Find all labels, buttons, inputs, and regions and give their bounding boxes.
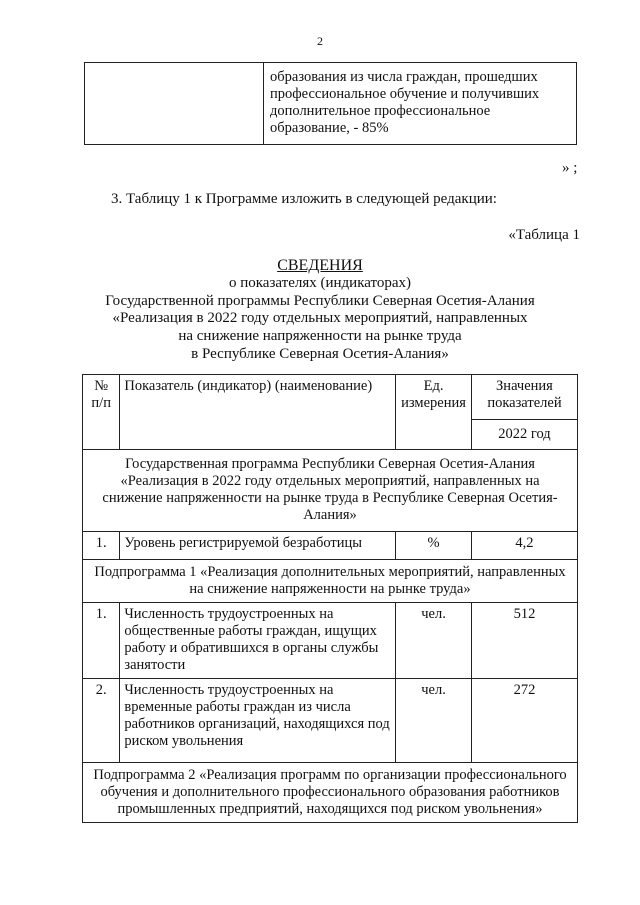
document-heading	[100, 257, 540, 364]
heading-line: в Республике Северная Осетия-Алания»	[191, 345, 449, 362]
heading-line: на снижение напряженности на рынке труда	[178, 328, 462, 345]
heading-title: СВЕДЕНИЯ	[277, 257, 363, 274]
row-value: 512	[471, 603, 577, 679]
header-num: № п/п	[83, 375, 120, 450]
row-value: 272	[471, 679, 577, 763]
closing-quote: » ;	[562, 160, 578, 176]
continuation-text: образования из числа граждан, прошедших профессиональное обучение и получивших дополнительное профессиональное образование, - 85%	[264, 63, 577, 145]
row-num: 1.	[83, 603, 120, 679]
heading-line: Государственной программы Республики Северная Осетия-Алания	[105, 292, 535, 309]
page-number: 2	[317, 34, 323, 48]
table-row	[83, 603, 578, 679]
header-values: Значения показателей	[471, 375, 577, 420]
header-year: 2022 год	[471, 420, 577, 450]
table-row	[83, 532, 578, 560]
row-num: 2.	[83, 679, 120, 763]
header-indicator: Показатель (индикатор) (наименование)	[120, 375, 396, 450]
row-indicator: Численность трудоустроенных на временные работы граждан из числа работников организаций, находящихся под риском увольнения	[120, 679, 396, 763]
indicators-table	[82, 374, 578, 823]
row-unit: чел.	[396, 603, 472, 679]
heading-line: о показателях (индикаторах)	[228, 274, 412, 291]
row-indicator: Численность трудоустроенных на общественные работы граждан, ищущих работу и обратившихся в органы службы занятости	[120, 603, 396, 679]
table-label: «Таблица 1	[508, 227, 580, 243]
heading-line: «Реализация в 2022 году отдельных мероприятий, направленных	[112, 310, 528, 327]
row-value: 4,2	[471, 532, 577, 560]
header-unit: Ед. измерения	[396, 375, 472, 450]
table-row	[83, 679, 578, 763]
row-unit: %	[396, 532, 472, 560]
continuation-left-cell	[85, 63, 264, 145]
program-row: Государственная программа Республики Северная Осетия-Алания «Реализация в 2022 году отдельных мероприятий, направленных на снижение напряженности на рынке труда в Республике Северная Осетия-Алания»	[83, 450, 578, 532]
row-indicator: Уровень регистрируемой безработицы	[120, 532, 396, 560]
instruction-text: 3. Таблицу 1 к Программе изложить в следующей редакции:	[111, 191, 497, 207]
subprogram-2-row: Подпрограмма 2 «Реализация программ по организации профессионального обучения и дополнительного профессионального образования работников промышленных предприятий, находящихся под риском увольнения»	[83, 763, 578, 823]
row-unit: чел.	[396, 679, 472, 763]
subprogram-1-row: Подпрограмма 1 «Реализация дополнительных мероприятий, направленных на снижение напряженности на рынке труда»	[83, 560, 578, 603]
row-num: 1.	[83, 532, 120, 560]
continuation-table	[84, 62, 577, 145]
